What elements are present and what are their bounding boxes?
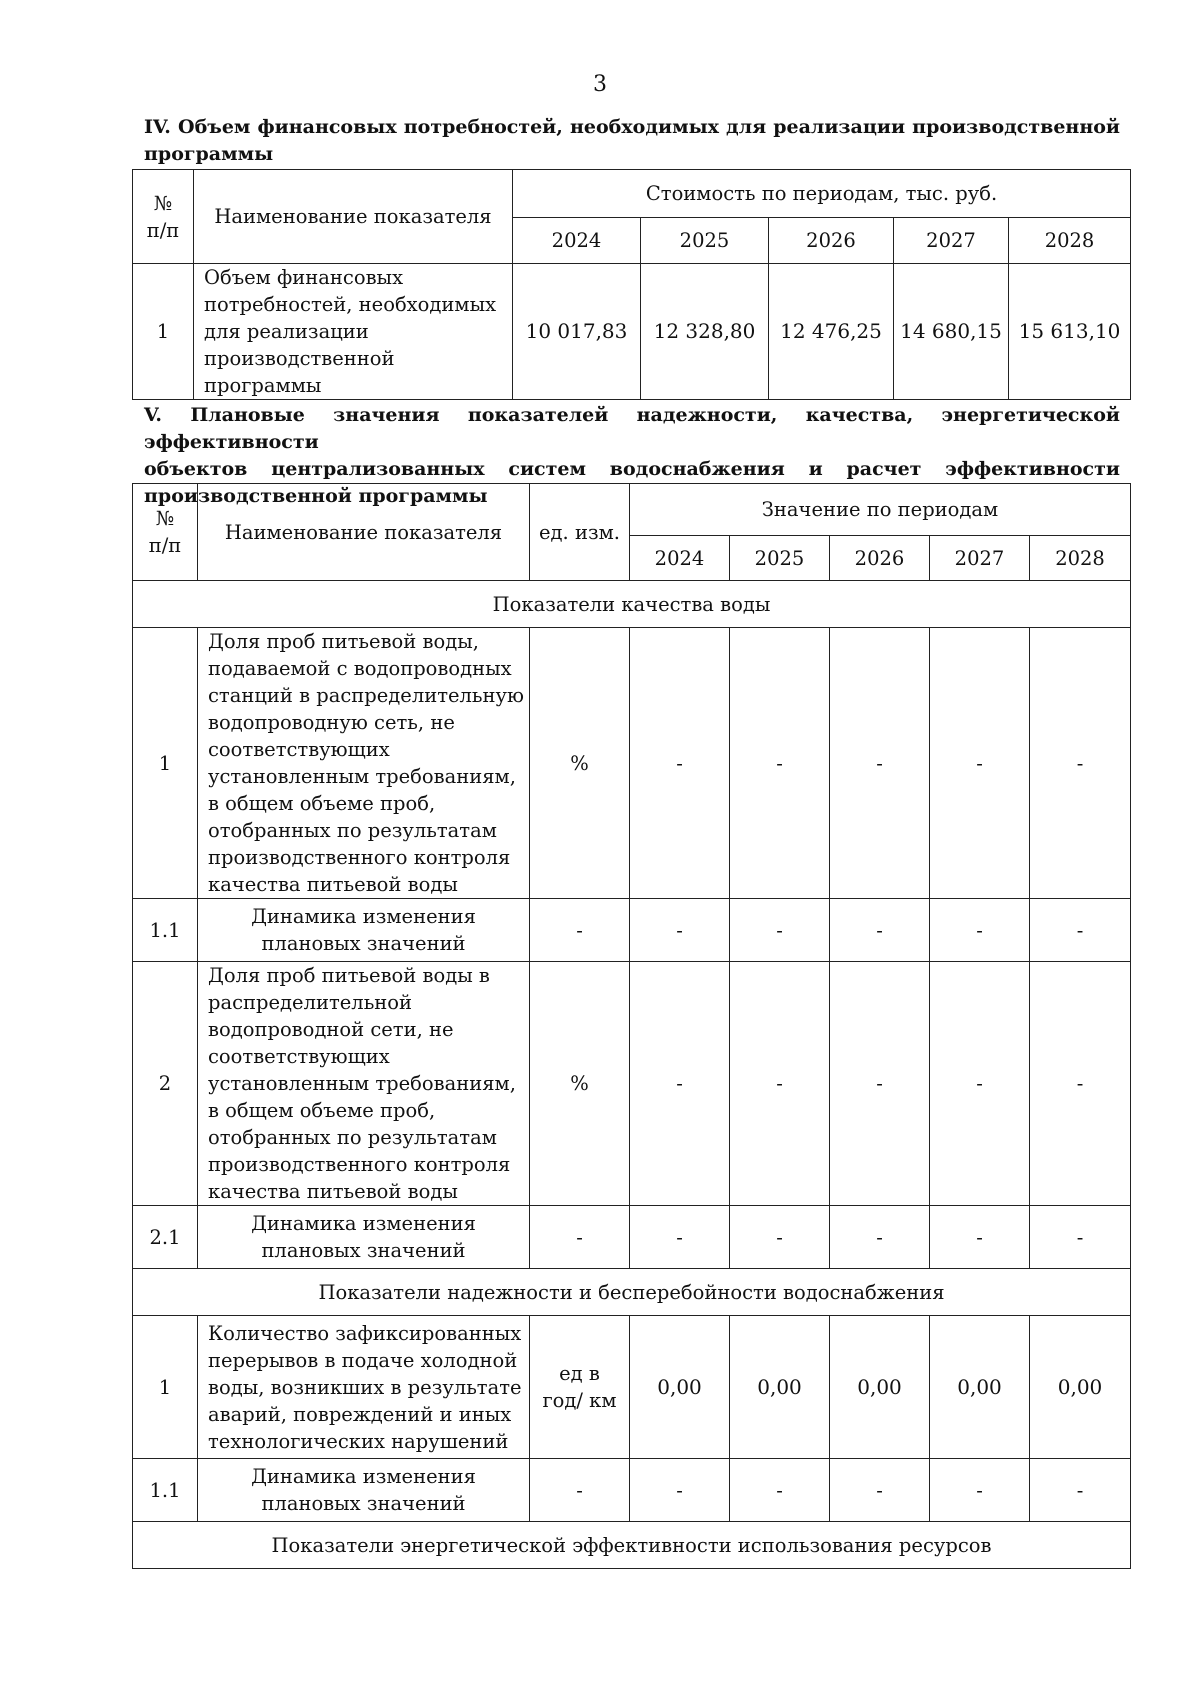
- row-name-line: установленным требованиям,: [208, 765, 516, 788]
- row-name-line: плановых значений: [261, 1492, 466, 1515]
- value-2026: -: [830, 899, 930, 962]
- value-2026: 12 476,25: [769, 264, 894, 400]
- header-indicator-name: Наименование показателя: [198, 484, 530, 581]
- table-row: [133, 1459, 1131, 1522]
- value-2025: -: [730, 1206, 830, 1269]
- row-name: [198, 1316, 530, 1459]
- section-4-heading: [144, 114, 1120, 168]
- value-2026: -: [830, 628, 930, 899]
- row-number: 1.1: [133, 1459, 198, 1522]
- value-2026: -: [830, 1459, 930, 1522]
- value-2025: -: [730, 899, 830, 962]
- row-name-line: станций в распределительную: [208, 684, 524, 707]
- value-2025: -: [730, 962, 830, 1206]
- value-2027: 14 680,15: [894, 264, 1009, 400]
- row-name-line: Динамика изменения: [251, 905, 476, 928]
- row-unit: -: [530, 899, 630, 962]
- row-name-line: перерывов в подаче холодной: [208, 1348, 518, 1372]
- row-unit: %: [530, 962, 630, 1206]
- row-number: 2: [133, 962, 198, 1206]
- row-name-line: водопроводную сеть, не: [208, 711, 455, 734]
- value-2026: 0,00: [830, 1316, 930, 1459]
- value-2025: 12 328,80: [641, 264, 769, 400]
- group-quality-label: Показатели качества воды: [133, 581, 1131, 628]
- header-value-by-period: Значение по периодам: [630, 484, 1131, 536]
- header-number-sign: №: [153, 191, 173, 215]
- header-number-sign: №: [155, 507, 175, 530]
- row-name-line: Динамика изменения: [251, 1212, 476, 1235]
- row-name: [198, 628, 530, 899]
- row-name-line: потребностей, необходимых: [204, 293, 497, 316]
- row-name-line: Доля проб питьевой воды,: [208, 630, 479, 653]
- row-name-line: соответствующих: [208, 738, 390, 761]
- header-year: 2025: [641, 218, 769, 264]
- row-number: 1.1: [133, 899, 198, 962]
- value-2024: -: [630, 962, 730, 1206]
- header-number: [133, 484, 198, 581]
- row-name-line: Динамика изменения: [251, 1465, 476, 1488]
- row-unit: [530, 1316, 630, 1459]
- row-name-line: производственного контроля: [208, 1153, 511, 1176]
- financial-needs-table: [132, 169, 1131, 400]
- header-cost-by-period: Стоимость по периодам, тыс. руб.: [513, 170, 1131, 218]
- row-name-line: аварий, повреждений и иных: [208, 1402, 512, 1426]
- header-year: 2026: [830, 536, 930, 581]
- row-name-line: отобранных по результатам: [208, 819, 497, 842]
- value-2028: -: [1030, 1459, 1131, 1522]
- section-5-heading-line-1: V. Плановые значения показателей надежности, качества, энергетической эффективности: [144, 404, 1120, 453]
- group-reliability-label: Показатели надежности и бесперебойности водоснабжения: [133, 1269, 1131, 1316]
- row-unit: %: [530, 628, 630, 899]
- header-year: 2026: [769, 218, 894, 264]
- row-name-line: плановых значений: [261, 1239, 466, 1262]
- value-2024: -: [630, 899, 730, 962]
- row-name-line: Количество зафиксированных: [208, 1321, 522, 1345]
- header-year: 2028: [1030, 536, 1131, 581]
- row-name-line: в общем объеме проб,: [208, 1099, 436, 1122]
- header-year: 2027: [930, 536, 1030, 581]
- value-2024: -: [630, 1206, 730, 1269]
- table-row: [133, 962, 1131, 1206]
- header-year: 2028: [1009, 218, 1131, 264]
- row-name: [198, 1206, 530, 1269]
- row-name-line: производственной: [204, 347, 395, 370]
- table-row: [133, 1316, 1131, 1459]
- row-name-line: качества питьевой воды: [208, 873, 458, 896]
- header-year: 2024: [630, 536, 730, 581]
- row-unit-line: ед в: [559, 1362, 600, 1385]
- row-name-line: соответствующих: [208, 1045, 390, 1068]
- header-year: 2024: [513, 218, 641, 264]
- value-2024: 10 017,83: [513, 264, 641, 400]
- row-name: [198, 1459, 530, 1522]
- row-name-line: качества питьевой воды: [208, 1180, 458, 1203]
- row-name-line: распределительной: [208, 991, 413, 1014]
- page-number: 3: [593, 72, 607, 97]
- row-name: [194, 264, 513, 400]
- group-energy-label: Показатели энергетической эффективности использования ресурсов: [133, 1522, 1131, 1569]
- indicators-table: [132, 483, 1131, 1569]
- value-2028: 15 613,10: [1009, 264, 1131, 400]
- header-number: [133, 170, 194, 264]
- row-number: 1: [133, 628, 198, 899]
- row-number: 1: [133, 264, 194, 400]
- group-header-row: [133, 1522, 1131, 1569]
- row-unit: -: [530, 1459, 630, 1522]
- value-2027: -: [930, 1459, 1030, 1522]
- row-name-line: Объем финансовых: [204, 266, 404, 289]
- row-number: 1: [133, 1316, 198, 1459]
- value-2027: -: [930, 628, 1030, 899]
- row-name-line: программы: [204, 374, 322, 397]
- row-name-line: для реализации: [204, 320, 369, 343]
- value-2028: 0,00: [1030, 1316, 1131, 1459]
- value-2028: -: [1030, 1206, 1131, 1269]
- value-2027: 0,00: [930, 1316, 1030, 1459]
- value-2025: -: [730, 628, 830, 899]
- header-number-abbr: п/п: [148, 534, 182, 557]
- header-unit: ед. изм.: [530, 484, 630, 581]
- section-5-heading-line-3: производственной программы: [144, 485, 488, 507]
- table-row: [133, 899, 1131, 962]
- value-2028: -: [1030, 628, 1131, 899]
- value-2027: -: [930, 899, 1030, 962]
- value-2024: 0,00: [630, 1316, 730, 1459]
- table-row: [133, 1206, 1131, 1269]
- value-2028: -: [1030, 899, 1131, 962]
- section-5-heading-line-2: объектов централизованных систем водоснабжения и расчет эффективности: [144, 458, 1120, 480]
- value-2024: -: [630, 628, 730, 899]
- table-row: [133, 264, 1131, 400]
- section-4-heading-line-1: IV. Объем финансовых потребностей, необходимых для реализации производственной: [144, 116, 1120, 138]
- header-year: 2025: [730, 536, 830, 581]
- row-name: [198, 899, 530, 962]
- row-name-line: плановых значений: [261, 932, 466, 955]
- value-2025: 0,00: [730, 1316, 830, 1459]
- group-header-row: [133, 581, 1131, 628]
- row-name-line: в общем объеме проб,: [208, 792, 436, 815]
- row-name-line: производственного контроля: [208, 846, 511, 869]
- value-2026: -: [830, 1206, 930, 1269]
- section-4-heading-line-2: программы: [144, 143, 274, 165]
- row-unit-line: год/ км: [542, 1389, 617, 1412]
- value-2026: -: [830, 962, 930, 1206]
- row-name-line: Доля проб питьевой воды в: [208, 964, 490, 987]
- table-row: [133, 628, 1131, 899]
- header-number-abbr: п/п: [146, 218, 180, 242]
- value-2028: -: [1030, 962, 1131, 1206]
- value-2025: -: [730, 1459, 830, 1522]
- row-name-line: воды, возникших в результате: [208, 1375, 522, 1399]
- row-name: [198, 962, 530, 1206]
- value-2027: -: [930, 1206, 1030, 1269]
- row-number: 2.1: [133, 1206, 198, 1269]
- header-year: 2027: [894, 218, 1009, 264]
- row-name-line: установленным требованиям,: [208, 1072, 516, 1095]
- value-2027: -: [930, 962, 1030, 1206]
- header-indicator-name: Наименование показателя: [194, 170, 513, 264]
- value-2024: -: [630, 1459, 730, 1522]
- group-header-row: [133, 1269, 1131, 1316]
- row-name-line: технологических нарушений: [208, 1429, 509, 1453]
- row-name-line: водопроводной сети, не: [208, 1018, 454, 1041]
- row-unit: -: [530, 1206, 630, 1269]
- row-name-line: отобранных по результатам: [208, 1126, 497, 1149]
- row-name-line: подаваемой с водопроводных: [208, 657, 512, 680]
